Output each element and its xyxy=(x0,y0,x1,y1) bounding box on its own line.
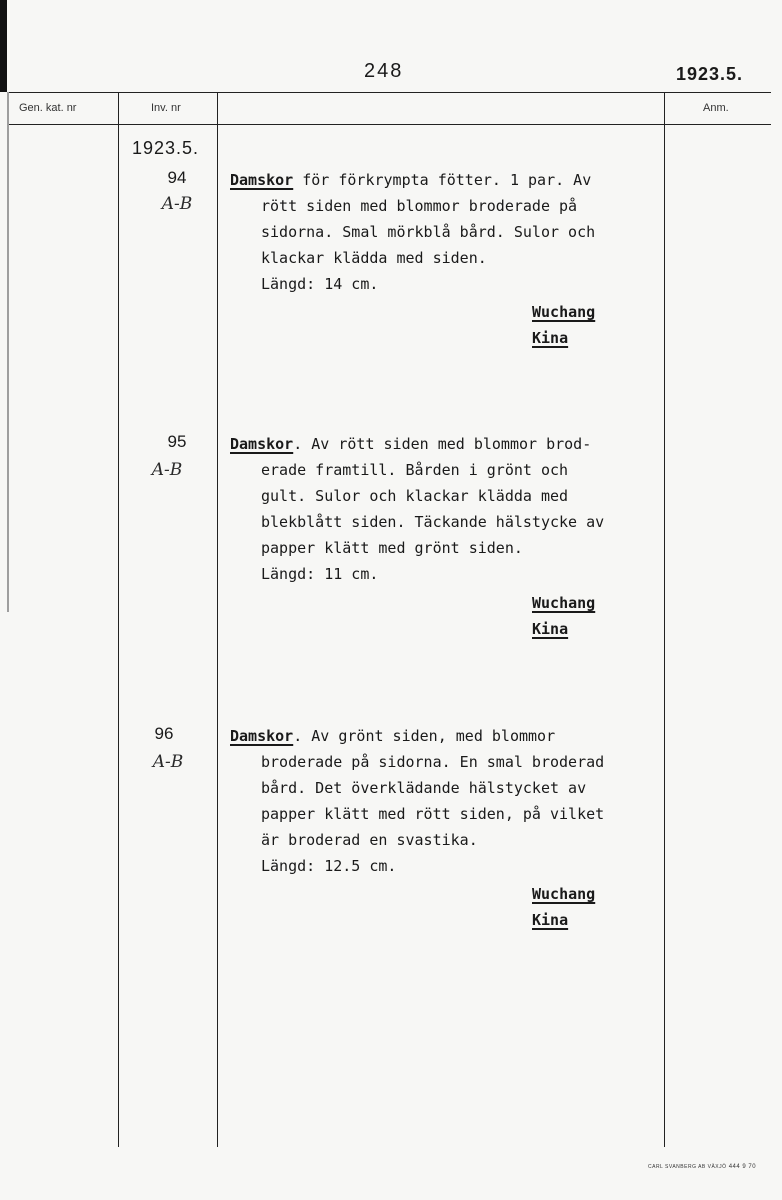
entry-text: . Av rött siden med blommor brod- xyxy=(293,435,592,453)
inventory-date: 1923.5. xyxy=(132,138,200,158)
binding-shadow xyxy=(7,92,9,612)
entry-length: Längd: 14 cm. xyxy=(261,275,379,293)
entry-line: rött siden med blommor broderade på xyxy=(261,197,578,215)
entry-title: Damskor xyxy=(230,435,294,453)
header-date: 1923.5. xyxy=(676,64,744,84)
entry-line: blekblått siden. Täckande hälstycke av xyxy=(261,513,605,531)
entry-title: Damskor xyxy=(230,727,294,745)
entry-first-line xyxy=(230,167,670,193)
column-divider-2 xyxy=(217,92,218,1147)
inventory-mark: A-B xyxy=(161,194,193,214)
entry-length: Längd: 12.5 cm. xyxy=(261,857,397,875)
catalog-entry xyxy=(230,167,670,297)
entry-place: Wuchang xyxy=(532,303,596,321)
entry-line: gult. Sulor och klackar klädda med xyxy=(261,487,569,505)
inventory-mark: A-B xyxy=(151,460,183,480)
inventory-number: 94 xyxy=(167,168,187,187)
page-number: 248 xyxy=(364,60,404,82)
inventory-number: 96 xyxy=(154,724,174,743)
entry-line: papper klätt med grönt siden. xyxy=(261,539,523,557)
entry-first-line xyxy=(230,723,670,749)
printer-name: CARL SVANBERG AB VÄXJÖ xyxy=(648,1164,727,1170)
entry-line: sidorna. Smal mörkblå bård. Sulor och xyxy=(261,223,596,241)
entry-place: Wuchang xyxy=(532,594,596,612)
entry-line: papper klätt med rött siden, på vilket xyxy=(261,805,605,823)
header-rule-top xyxy=(9,92,771,93)
entry-place: Wuchang xyxy=(532,885,596,903)
entry-length: Längd: 11 cm. xyxy=(261,565,379,583)
entry-country: Kina xyxy=(532,329,569,347)
entry-country: Kina xyxy=(532,911,569,929)
entry-title: Damskor xyxy=(230,171,294,189)
header-rule-bottom xyxy=(9,124,771,125)
column-header-inv: Inv. nr xyxy=(151,102,181,114)
binding-edge xyxy=(0,0,7,92)
column-header-anm: Anm. xyxy=(703,102,729,114)
catalog-entry xyxy=(230,723,670,879)
entry-text: . Av grönt siden, med blommor xyxy=(293,727,556,745)
inventory-number: 95 xyxy=(167,432,187,451)
catalog-entry xyxy=(230,431,670,587)
entry-line: är broderad en svastika. xyxy=(261,831,478,849)
column-divider-1 xyxy=(118,92,119,1147)
entry-first-line xyxy=(230,431,670,457)
entry-country: Kina xyxy=(532,620,569,638)
entry-line: erade framtill. Bården i grönt och xyxy=(261,461,569,479)
column-header-gen-kat: Gen. kat. nr xyxy=(19,102,77,114)
entry-text: för förkrympta fötter. 1 par. Av xyxy=(293,171,592,189)
entry-line: broderade på sidorna. En smal broderad xyxy=(261,753,605,771)
printer-imprint xyxy=(648,1164,756,1170)
entry-line: klackar klädda med siden. xyxy=(261,249,487,267)
inventory-mark: A-B xyxy=(152,752,184,772)
form-code: 444 9 70 xyxy=(728,1164,757,1170)
entry-line: bård. Det överklädande hälstycket av xyxy=(261,779,587,797)
